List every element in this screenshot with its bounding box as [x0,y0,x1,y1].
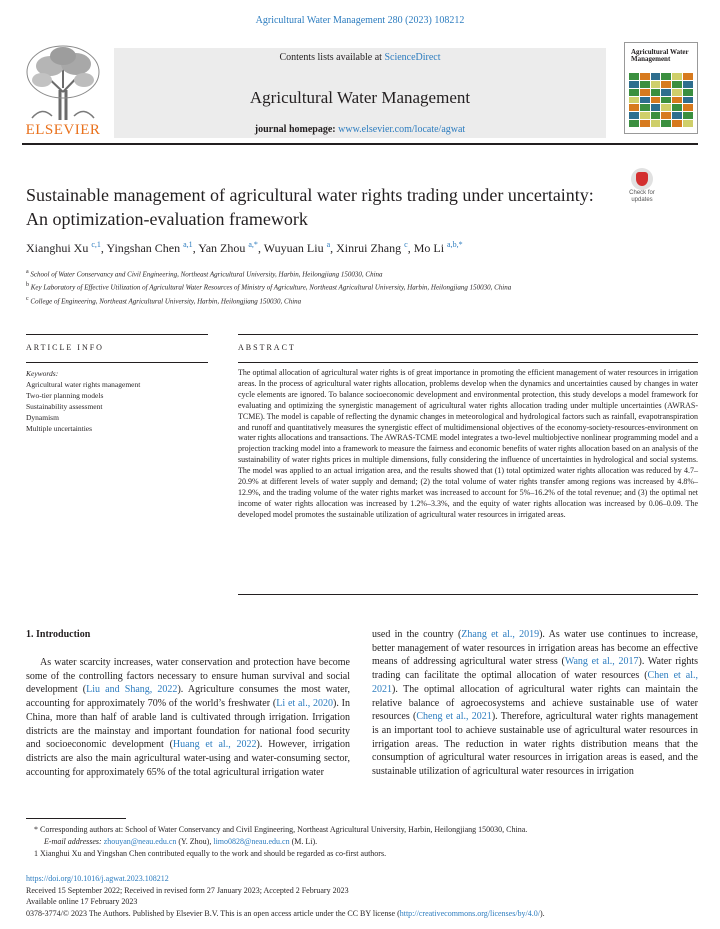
keyword: Multiple uncertainties [26,424,93,433]
keyword: Agricultural water rights management [26,380,141,389]
author[interactable]: Yingshan Chen $^{a,1}$ [106,240,193,255]
keyword: Two-tier planning models [26,391,104,400]
keyword: Dynamism [26,413,59,422]
affiliation: $^a$ School of Water Conservancy and Civil Engineering, Northeast Agricultural University, Harbin, Heilongjiang 150030, China [26,269,383,279]
affiliation: $^b$ Key Laboratory of Effective Utilization of Agricultural Water Resources of Ministry of Agriculture, Northeast Agricultural University, Harbin, Heilongjiang 150030, China [26,282,512,292]
footnote-rule [26,818,126,819]
journal-reference[interactable]: Agricultural Water Management 280 (2023) 108212 [255,15,465,26]
author[interactable]: Yan Zhou $^{a,*}$ [198,240,258,255]
license-link[interactable]: http://creativecommons.org/licenses/by/4.0/ [399,908,541,918]
doi-link[interactable]: https://doi.org/10.1016/j.agwat.2023.108212 [26,874,169,883]
abstract-heading: ABSTRACT [238,343,296,352]
received-dates: Received 15 September 2022; Received in revised form 27 January 2023; Accepted 2 February 2023 [26,885,349,895]
author[interactable]: Wuyuan Liu $^a$ [263,240,331,255]
article-title: Sustainable management of agricultural water rights trading under uncertainty: An optimization-evaluation framework [26,185,594,229]
contents-line [114,52,606,63]
homepage-link[interactable]: www.elsevier.com/locate/agwat [338,124,466,135]
body-column-right [372,628,698,779]
article-info-heading: ARTICLE INFO [26,343,104,352]
corresponding-author-note: * Corresponding authors at: School of Water Conservancy and Civil Engineering, Northeast Agricultural University, Harbin, Heilongjiang 150030, China. [34,825,528,834]
author[interactable]: Xinrui Zhang $^c$ [336,240,408,255]
intro-paragraph: used in the country (Zhang et al., 2019). As water use continues to increase, better management of water resources in irrigation areas has become an effective means of addressing agricultural water stress (Wang et al., 2017). Water rights trading can facilitate the optimal allocation of water resources (Chen et al., 2021). The optimal allocation of agricultural water rights can maintain the relative balance of agroecosystems and achieve sustainable use of water resources (Cheng et al., 2021). Therefore, agricultural water rights management is an important tool to achieve sustainable use of agricultural water resources in irrigation areas. The reduction in water rights distribution means that the consumption of agricultural water resources in irrigation areas is eased, and the sustainable utilization of agricultural water resources in irrigation [372,629,699,778]
intro-paragraph: As water scarcity increases, water conservation and protection have become some of the controlling factors necessary to ensure human survival and social development (Liu and Shang, 2022). Agriculture consumes the most water, accounting for approximately 70% of the world’s freshwater (Li et al., 2020). In China, more than half of arable land is cultivated through irrigation. Irrigation districts are the mainstay and important foundation for national food security and socioeconomic development (Huang et al., 2022). However, irrigation districts are also the main agricultural water-using and water-consuming sector, accounting for approximately 65% of the total agricultural irrigation water [26,657,350,778]
cover-mosaic [629,73,693,127]
abstract-bottom-rule [238,594,698,595]
keywords-label: Keywords: [26,369,59,378]
check-updates-icon [631,168,653,190]
online-date: Available online 17 February 2023 [26,897,138,906]
journal-title: Agricultural Water Management [249,88,471,107]
email-link[interactable]: limo0828@neau.edu.cn [213,837,290,846]
email-note: E-mail addresses: zhouyan@neau.edu.cn (Y. Zhou), limo0828@neau.edu.cn (M. Li). [44,837,318,846]
cover-title: Agricultural Water Management [631,48,689,63]
abstract-text: The optimal allocation of agricultural water rights is of great importance in promoting the efficient management of water resources in irrigation areas. In the process of agricultural water rights allocation, problems develop when the dynamics and uncertainties caused by changes in water cycle elements are ignored. To balance socioeconomic development and environmental protection, this study develops a model framework for evaluating and optimizing the synergistic management of agricultural water rights allocation trading under multiple uncertainties (AWRAS-TCME). The model is capable of reflecting the dynamic changes in meteorological and hydrological factors such as rainfall, evapotranspiration and runoff and quantitatively measures the synergistic effect of multidimensional objectives of the economy-society-resources-environment on water rights allocations and transactions. The AWRAS-TCME model integrates a two-level multiobjective nonlinear programming model and a projection tracking model into a framework to measure the fairness and economic benefits of water rights allocation based on an analysis of the sustainability of water rights prices in multiple dimensions, fully considering the influence of uncertainties in hydrological and social systems. The model was applied to an actual irrigation area, and the results showed that (1) total optimized water rights allocation was reduced by 4.7–20.9% at different levels of water supply and demand; (2) the total volume of water rights transfer among regions was increased by 4.8%–12.9%, and the trading volume of the water rights market was increased to account for 5%–16.2% of the total revenue; and (3) the optimal net income of water rights allocation was increased by 1.2%–3.3%, and the equity of water rights allocation was increased by 0.06–0.09. The developed model promotes the sustainable utilization of agricultural water resources in irrigated areas. [238,368,698,519]
article-info-rule [26,334,208,335]
author[interactable]: Mo Li $^{a,b,*}$ [413,240,463,255]
journal-cover-thumbnail[interactable] [624,42,698,134]
author-list: Xianghui Xu $^{c,1}$, Yingshan Chen $^{a,1}$, Yan Zhou $^{a,*}$, Wuyuan Liu $^a$, Xinrui Zhang $^c$, Mo Li $^{a,b,*}$ [26,240,463,255]
section-heading-introduction: 1. Introduction [26,629,91,640]
keywords-block [26,368,208,434]
article-info-rule [26,362,208,363]
homepage-line [114,124,606,135]
author[interactable]: Xianghui Xu $^{c,1}$ [26,240,101,255]
footnotes [30,824,698,860]
contents-prefix: Contents lists available at [279,52,385,63]
affiliations [26,267,626,307]
publication-info [26,873,706,919]
sciencedirect-link[interactable]: ScienceDirect [384,52,441,63]
email-link[interactable]: zhouyan@neau.edu.cn [103,837,177,846]
keyword: Sustainability assessment [26,402,103,411]
homepage-label: journal homepage: [254,124,339,135]
check-for-updates-button[interactable] [623,168,661,206]
masthead [22,40,698,138]
publisher-name: ELSEVIER [25,122,101,138]
affiliation: $^c$ College of Engineering, Northeast Agricultural University, Harbin, Heilongjiang 150030, China [26,295,302,305]
license-line: 0378-3774/© 2023 The Authors. Published by Elsevier B.V. This is an open access article under the CC BY license (http://creativecommons.org/licenses/by/4.0/). [26,908,545,918]
abstract-rule [238,334,698,335]
journal-banner [114,48,606,138]
cofirst-author-note: 1 Xianghui Xu and Yingshan Chen contributed equally to the work and should be regarded as co-first authors. [34,849,387,858]
check-updates-label: Check for updates [629,190,655,203]
body-column-left [26,656,350,779]
masthead-divider [22,143,698,145]
abstract-rule [238,362,698,363]
